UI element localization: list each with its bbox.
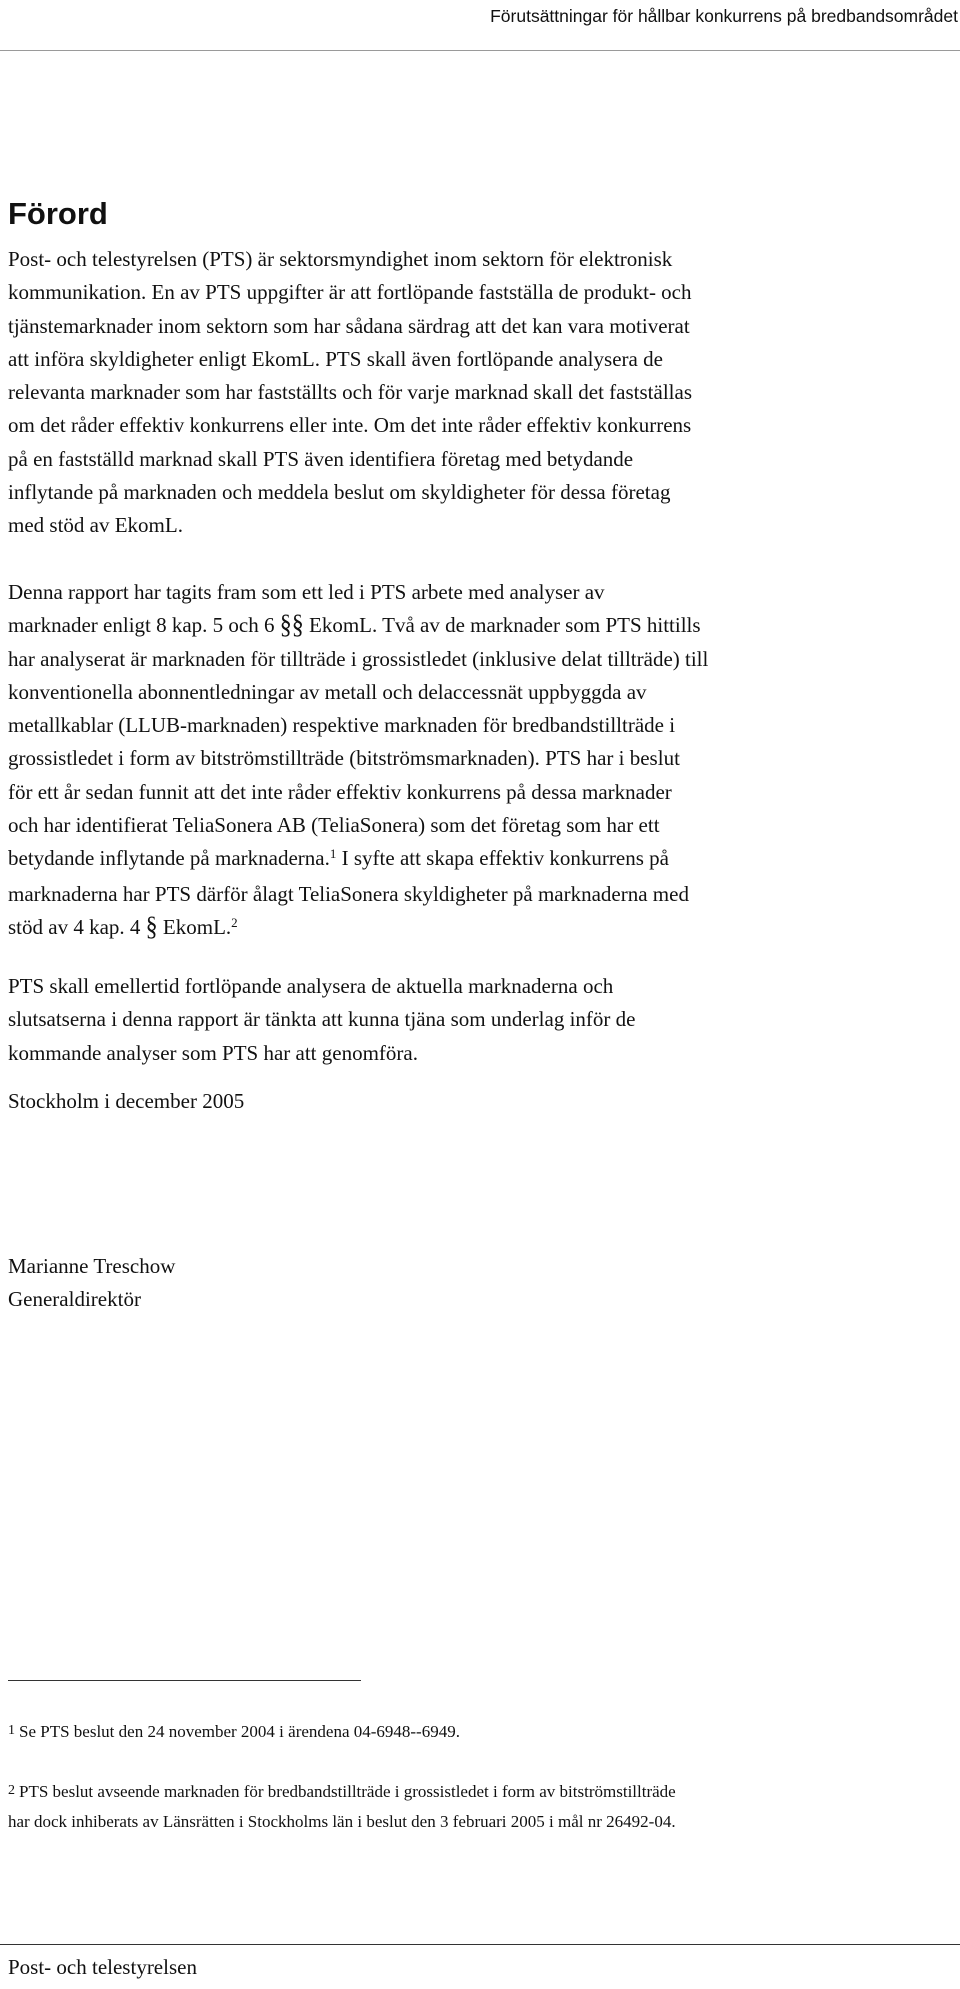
footnote-divider [8,1680,361,1681]
footnote-line: har dock inhiberats av Länsrätten i Stockholms län i beslut den 3 februari 2005 i mål nr 26492-04. [8,1812,676,1831]
footnote-line [8,1778,676,1808]
paragraph-analysis [8,970,958,1070]
text-line: att införa skyldigheter enligt EkomL. PTS skall även fortlöpande analysera de [8,346,663,371]
header-divider [0,50,960,51]
text-fragment: I syfte att skapa effektiv konkurrens på [336,846,669,871]
section-sign: §§ [279,610,304,641]
footnote-number: 1 [8,1723,15,1738]
text-line [8,609,958,642]
text-line: Denna rapport har tagits fram som ett led i PTS arbete med analyser av [8,580,605,604]
footnote-number: 2 [8,1783,15,1798]
text-line: med stöd av EkomL. [8,513,183,538]
text-line: slutsatserna i denna rapport är tänkta att kunna tjäna som underlag inför de [8,1007,636,1032]
text-line: för ett år sedan funnit att det inte råder effektiv konkurrens på dessa marknader [8,779,672,804]
text-fragment: EkomL. [157,914,232,939]
text-line [8,911,958,946]
text-line: PTS skall emellertid fortlöpande analysera de aktuella marknaderna och [8,974,614,998]
section-heading: Förord [8,196,108,231]
text-line: metallkablar (LLUB-marknaden) respektive marknaden för bredbandstillträde i [8,713,676,738]
paragraph-intro [8,243,958,543]
text-line [8,842,958,877]
footnote-text: PTS beslut avseende marknaden för bredbandstillträde i grossistledet i form av bitströmstillträde [19,1782,676,1801]
running-header: Förutsättningar för hållbar konkurrens på bredbandsområdet [490,6,958,26]
signature-block [8,1250,958,1317]
running-footer: Post- och telestyrelsen [8,1955,197,1979]
text-line: marknaderna har PTS därför ålagt TeliaSonera skyldigheter på marknaderna med [8,881,689,906]
place-date: Stockholm i december 2005 [8,1089,245,1113]
text-line: inflytande på marknaden och meddela beslut om skyldigheter för dessa företag [8,480,671,505]
text-line: tjänstemarknader inom sektorn som har sådana särdrag att det kan vara motiverat [8,313,690,338]
footer-divider [0,1944,960,1945]
text-line: på en fastställd marknad skall PTS även identifiera företag med betydande [8,446,634,471]
text-fragment: stöd av 4 kap. 4 [8,914,146,939]
text-line: relevanta marknader som har fastställts och för varje marknad skall det fastställas [8,380,692,405]
footnote-1 [8,1718,460,1748]
text-fragment: betydande inflytande på marknaderna. [8,846,330,871]
footnote-reference-1[interactable]: 1 [329,846,337,862]
text-line: grossistledet i form av bitströmstillträde (bitströmsmarknaden). PTS har i beslut [8,746,680,771]
paragraph-1 [8,243,958,543]
paragraph-3 [8,970,958,1070]
footnote-text: Se PTS beslut den 24 november 2004 i ärendena 04-6948--6949. [19,1722,460,1741]
text-line: konventionella abonnentledningar av metall och delaccessnät uppbyggda av [8,679,647,704]
text-line: Post- och telestyrelsen (PTS) är sektorsmyndighet inom sektorn för elektronisk [8,247,673,271]
section-sign: § [145,912,158,942]
paragraph-2 [8,576,958,946]
footnote-reference-2[interactable]: 2 [231,914,238,930]
text-fragment: marknader enligt 8 kap. 5 och 6 [8,613,280,638]
place-date-block [8,1085,958,1118]
footnote-2 [8,1778,676,1836]
text-line: om det råder effektiv konkurrens eller inte. Om det inte råder effektiv konkurrens [8,413,692,438]
text-fragment: EkomL. Två av de marknader som PTS hittills [303,613,701,638]
text-line: och har identifierat TeliaSonera AB (TeliaSonera) som det företag som har ett [8,813,660,838]
text-line: kommande analyser som PTS har att genomföra. [8,1040,418,1065]
paragraph-report [8,576,958,946]
text-line: kommunikation. En av PTS uppgifter är att fortlöpande fastställa de produkt- och [8,280,692,305]
text-line: har analyserat är marknaden för tillträde i grossistledet (inklusive delat tillträde) till [8,646,709,671]
signatory-name: Marianne Treschow [8,1254,176,1278]
signature [8,1250,958,1317]
signatory-role: Generaldirektör [8,1287,141,1312]
